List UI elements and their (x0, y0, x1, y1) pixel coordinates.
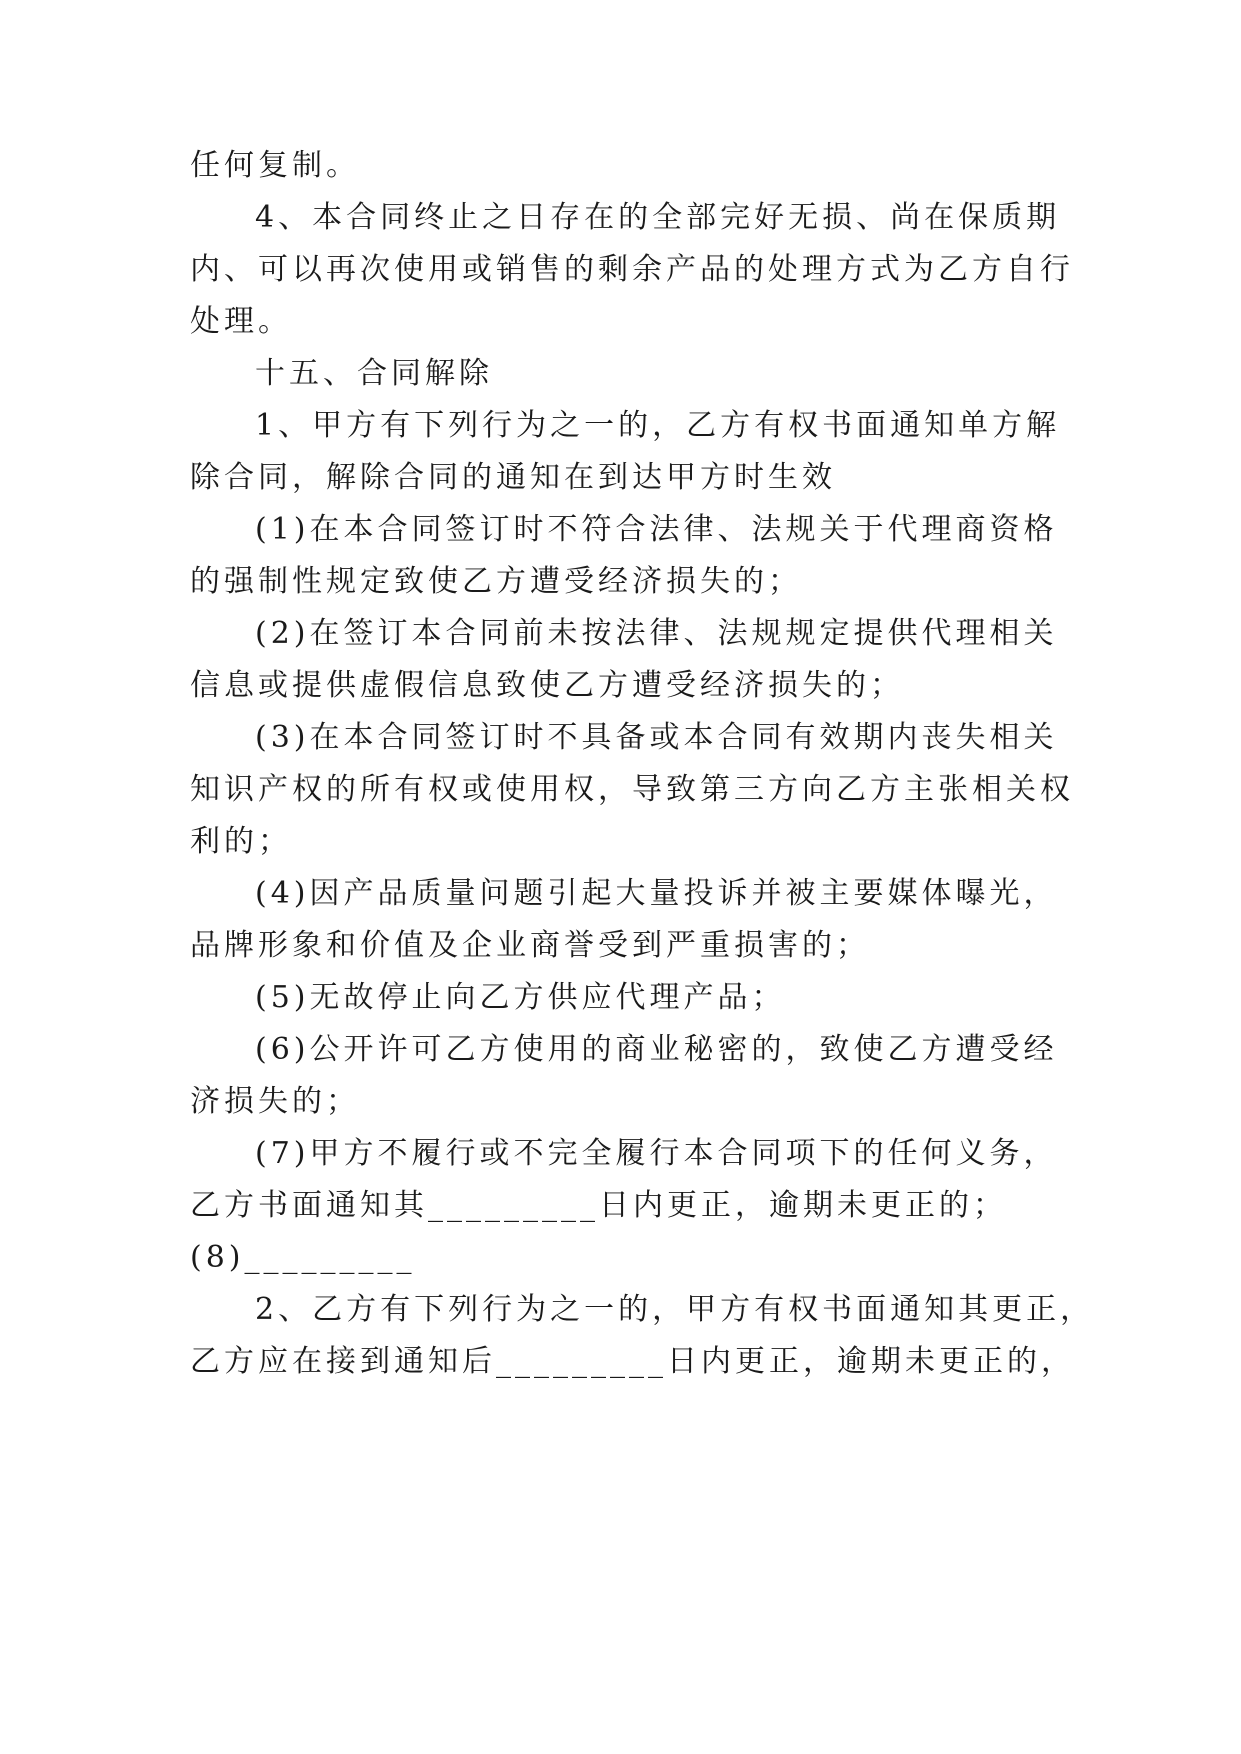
text-line: 信息或提供虚假信息致使乙方遭受经济损失的； (190, 668, 904, 703)
text-line: 内、可以再次使用或销售的剩余产品的处理方式为乙方自行 (190, 252, 1074, 287)
text-line: (8)_________ (190, 1240, 416, 1275)
text-line: 品牌形象和价值及企业商誉受到严重损害的； (190, 928, 870, 963)
text-line: 处理。 (190, 304, 292, 339)
text-line: 济损失的； (190, 1084, 360, 1119)
text-line: 4、本合同终止之日存在的全部完好无损、尚在保质期 (255, 200, 1061, 235)
text-line: 知识产权的所有权或使用权，导致第三方向乙方主张相关权 (190, 772, 1074, 807)
text-line: (2)在签订本合同前未按法律、法规规定提供代理相关 (255, 616, 1058, 651)
section-heading: 十五、合同解除 (255, 356, 493, 391)
text-line: (6)公开许可乙方使用的商业秘密的，致使乙方遭受经 (255, 1032, 1058, 1067)
text-line: 的强制性规定致使乙方遭受经济损失的； (190, 564, 802, 599)
text-line: (7)甲方不履行或不完全履行本合同项下的任何义务， (255, 1136, 1058, 1171)
text-line: 1、甲方有下列行为之一的，乙方有权书面通知单方解 (255, 408, 1061, 443)
text-line: 乙方应在接到通知后_________日内更正，逾期未更正的， (190, 1344, 1075, 1379)
text-line: (1)在本合同签订时不符合法律、法规关于代理商资格 (255, 512, 1058, 547)
text-line: (4)因产品质量问题引起大量投诉并被主要媒体曝光， (255, 876, 1058, 911)
text-line: 除合同，解除合同的通知在到达甲方时生效 (190, 460, 836, 495)
text-line: 任何复制。 (190, 148, 360, 183)
text-line: 乙方书面通知其_________日内更正，逾期未更正的； (190, 1188, 1007, 1223)
text-line: 利的； (190, 824, 292, 859)
text-line: (3)在本合同签订时不具备或本合同有效期内丧失相关 (255, 720, 1058, 755)
text-line: 2、乙方有下列行为之一的，甲方有权书面通知其更正， (255, 1292, 1095, 1327)
text-line: (5)无故停止向乙方供应代理产品； (255, 980, 786, 1015)
